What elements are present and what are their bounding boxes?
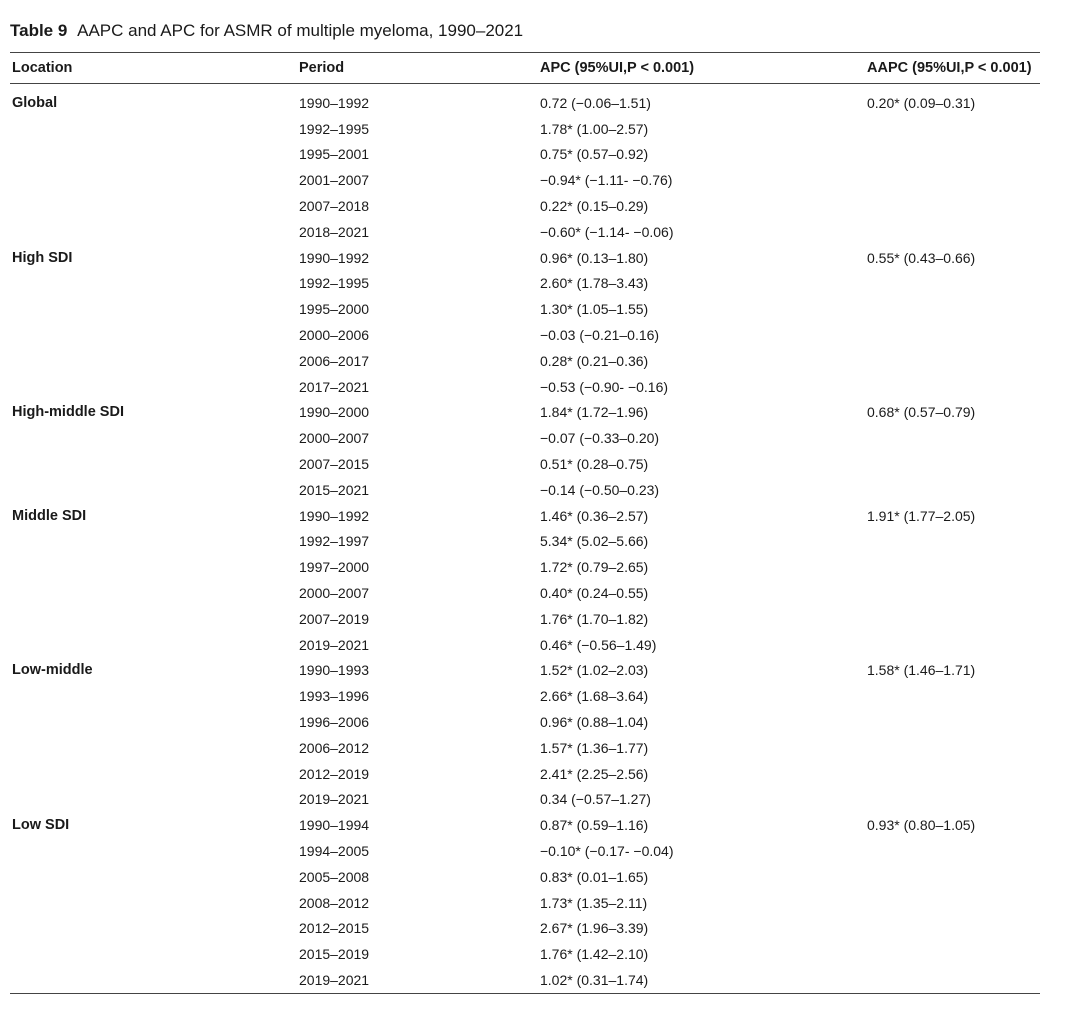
aapc-cell	[865, 167, 1040, 193]
aapc-cell	[865, 271, 1040, 297]
apc-cell: 1.84* (1.72–1.96)	[540, 404, 649, 421]
location-cell	[10, 632, 297, 658]
apc-cell: −0.53 (−0.90- −0.16)	[540, 378, 669, 395]
period-cell: 1990–1994	[299, 817, 370, 834]
period-cell: 2018–2021	[299, 223, 370, 240]
period-cell: 1992–1997	[299, 533, 370, 550]
aapc-cell	[865, 477, 1040, 503]
location-cell	[10, 787, 297, 813]
table-container	[10, 18, 1040, 994]
aapc-cell	[865, 709, 1040, 735]
aapc-cell	[865, 916, 1040, 942]
header-location: Location	[12, 60, 73, 76]
table-row	[10, 554, 1040, 580]
table-caption-label: Table 9	[10, 21, 68, 40]
location-cell: High-middle SDI	[12, 404, 124, 421]
aapc-cell	[865, 838, 1040, 864]
aapc-cell	[865, 348, 1040, 374]
period-cell: 1993–1996	[299, 688, 370, 705]
period-cell: 1992–1995	[299, 275, 370, 292]
apc-cell: 0.46* (−0.56–1.49)	[540, 636, 657, 653]
aapc-cell: 0.68* (0.57–0.79)	[867, 404, 976, 421]
aapc-cell: 1.58* (1.46–1.71)	[867, 662, 976, 679]
location-cell: High SDI	[12, 249, 73, 266]
table-row	[10, 400, 1040, 426]
apc-cell: 1.73* (1.35–2.11)	[540, 894, 648, 911]
table-row	[10, 606, 1040, 632]
period-cell: 1995–2000	[299, 301, 370, 318]
location-cell: Global	[12, 94, 58, 111]
header-period: Period	[299, 60, 345, 76]
table-row	[10, 787, 1040, 813]
table-row	[10, 374, 1040, 400]
aapc-cell	[865, 967, 1040, 993]
apc-cell: 1.02* (0.31–1.74)	[540, 971, 649, 988]
aapc-cell	[865, 761, 1040, 787]
period-cell: 1997–2000	[299, 559, 370, 576]
location-cell: Low-middle	[12, 662, 93, 679]
period-cell: 1995–2001	[299, 146, 370, 163]
period-cell: 2005–2008	[299, 868, 370, 885]
period-cell: 2017–2021	[299, 378, 370, 395]
aapc-cell	[865, 529, 1040, 555]
period-cell: 1994–2005	[299, 843, 370, 859]
aapc-cell: 1.91* (1.77–2.05)	[867, 507, 976, 524]
header-row	[10, 53, 1040, 84]
period-cell: 2001–2007	[299, 172, 370, 189]
aapc-cell: 0.55* (0.43–0.66)	[867, 249, 976, 266]
table-row	[10, 580, 1040, 606]
location-cell	[10, 425, 297, 451]
apc-cell: −0.14 (−0.50–0.23)	[540, 481, 660, 498]
table-row	[10, 296, 1040, 322]
location-cell	[10, 322, 297, 348]
location-cell	[10, 193, 297, 219]
table-row	[10, 322, 1040, 348]
period-cell: 2012–2019	[299, 765, 370, 782]
aapc-cell	[865, 142, 1040, 168]
table-row	[10, 271, 1040, 297]
location-cell	[10, 735, 297, 761]
table-row	[10, 890, 1040, 916]
table-row	[10, 193, 1040, 219]
table-caption	[10, 18, 1040, 44]
table-row	[10, 916, 1040, 942]
location-cell	[10, 529, 297, 555]
table-row	[10, 219, 1040, 245]
aapc-cell	[865, 451, 1040, 477]
table-row	[10, 683, 1040, 709]
period-cell: 1990–2000	[299, 404, 370, 421]
aapc-cell	[865, 787, 1040, 813]
apc-cell: −0.94* (−1.11- −0.76)	[540, 172, 673, 189]
apc-cell: 2.41* (2.25–2.56)	[540, 765, 649, 782]
period-cell: 2006–2017	[299, 352, 370, 369]
apc-cell: 1.30* (1.05–1.55)	[540, 301, 649, 318]
location-cell	[10, 683, 297, 709]
location-cell	[10, 271, 297, 297]
apc-cell: 1.57* (1.36–1.77)	[540, 739, 649, 756]
location-cell: Middle SDI	[12, 507, 87, 524]
aapc-cell	[865, 735, 1040, 761]
apc-cell: 0.28* (0.21–0.36)	[540, 352, 649, 369]
table-row	[10, 529, 1040, 555]
period-cell: 2019–2021	[299, 971, 370, 988]
apc-aapc-table	[10, 52, 1040, 994]
table-row	[10, 116, 1040, 142]
apc-cell: −0.60* (−1.14- −0.06)	[540, 223, 674, 240]
apc-cell: 5.34* (5.02–5.66)	[540, 533, 649, 550]
aapc-cell	[865, 941, 1040, 967]
aapc-cell	[865, 632, 1040, 658]
table-row	[10, 761, 1040, 787]
period-cell: 2019–2021	[299, 636, 370, 653]
apc-cell: 2.60* (1.78–3.43)	[540, 275, 649, 292]
table-row	[10, 735, 1040, 761]
period-cell: 2019–2021	[299, 791, 370, 808]
location-cell	[10, 142, 297, 168]
location-cell	[10, 890, 297, 916]
apc-cell: 0.96* (0.88–1.04)	[540, 714, 649, 731]
period-cell: 2000–2006	[299, 327, 370, 344]
aapc-cell	[865, 554, 1040, 580]
apc-cell: 0.87* (0.59–1.16)	[540, 817, 649, 834]
aapc-cell	[865, 606, 1040, 632]
aapc-cell	[865, 683, 1040, 709]
table-header	[10, 53, 1040, 84]
location-cell	[10, 606, 297, 632]
period-cell: 1990–1993	[299, 662, 370, 679]
apc-cell: 1.76* (1.42–2.10)	[540, 946, 649, 963]
location-cell	[10, 219, 297, 245]
aapc-cell	[865, 864, 1040, 890]
apc-cell: −0.10* (−0.17- −0.04)	[540, 843, 674, 859]
table-row	[10, 425, 1040, 451]
period-cell: 2000–2007	[299, 585, 370, 602]
table-row	[10, 503, 1040, 529]
location-cell	[10, 967, 297, 993]
location-cell	[10, 374, 297, 400]
period-cell: 1990–1992	[299, 249, 370, 266]
period-cell: 1992–1995	[299, 120, 370, 137]
table-row	[10, 632, 1040, 658]
location-cell	[10, 348, 297, 374]
location-cell	[10, 451, 297, 477]
apc-cell: −0.07 (−0.33–0.20)	[540, 430, 660, 447]
location-cell	[10, 941, 297, 967]
apc-cell: 0.75* (0.57–0.92)	[540, 146, 649, 163]
period-cell: 2006–2012	[299, 739, 370, 756]
aapc-cell	[865, 890, 1040, 916]
table-row	[10, 84, 1040, 116]
period-cell: 2007–2015	[299, 456, 370, 473]
period-cell: 2007–2018	[299, 198, 370, 215]
aapc-cell	[865, 322, 1040, 348]
aapc-cell	[865, 219, 1040, 245]
table-row	[10, 348, 1040, 374]
aapc-cell	[865, 580, 1040, 606]
table-row	[10, 142, 1040, 168]
apc-cell: 1.52* (1.02–2.03)	[540, 662, 649, 679]
apc-cell: 0.34 (−0.57–1.27)	[540, 791, 651, 808]
aapc-cell	[865, 296, 1040, 322]
table-row	[10, 838, 1040, 864]
table-row	[10, 245, 1040, 271]
apc-cell: 0.96* (0.13–1.80)	[540, 249, 649, 266]
table-row	[10, 167, 1040, 193]
period-cell: 2015–2021	[299, 481, 370, 498]
table-row	[10, 709, 1040, 735]
period-cell: 2012–2015	[299, 920, 370, 937]
aapc-cell	[865, 425, 1040, 451]
period-cell: 1990–1992	[299, 94, 370, 111]
period-cell: 2015–2019	[299, 946, 370, 963]
apc-cell: 2.66* (1.68–3.64)	[540, 688, 649, 705]
table-row	[10, 812, 1040, 838]
location-cell	[10, 838, 297, 864]
table-row	[10, 451, 1040, 477]
aapc-cell	[865, 374, 1040, 400]
period-cell: 1996–2006	[299, 714, 370, 731]
location-cell	[10, 916, 297, 942]
table-caption-text: AAPC and APC for ASMR of multiple myeloma, 1990–2021	[77, 21, 524, 40]
apc-cell: 1.46* (0.36–2.57)	[540, 507, 649, 524]
table-row	[10, 658, 1040, 684]
period-cell: 2008–2012	[299, 894, 370, 911]
apc-cell: 2.67* (1.96–3.39)	[540, 920, 649, 937]
apc-cell: 1.78* (1.00–2.57)	[540, 120, 649, 137]
location-cell	[10, 477, 297, 503]
apc-cell: 0.51* (0.28–0.75)	[540, 456, 649, 473]
location-cell	[10, 864, 297, 890]
apc-cell: 0.83* (0.01–1.65)	[540, 868, 649, 885]
period-cell: 1990–1992	[299, 507, 370, 524]
aapc-cell: 0.20* (0.09–0.31)	[867, 94, 976, 111]
apc-cell: 0.22* (0.15–0.29)	[540, 198, 649, 215]
aapc-cell: 0.93* (0.80–1.05)	[867, 817, 976, 834]
location-cell	[10, 554, 297, 580]
apc-cell: −0.03 (−0.21–0.16)	[540, 327, 660, 344]
table-row	[10, 864, 1040, 890]
location-cell	[10, 116, 297, 142]
table-row	[10, 941, 1040, 967]
table-row	[10, 967, 1040, 993]
header-apc: APC (95%UI,P < 0.001)	[540, 60, 695, 76]
location-cell: Low SDI	[12, 817, 70, 834]
apc-cell: 1.72* (0.79–2.65)	[540, 559, 649, 576]
table-row	[10, 477, 1040, 503]
location-cell	[10, 761, 297, 787]
location-cell	[10, 580, 297, 606]
location-cell	[10, 167, 297, 193]
apc-cell: 1.76* (1.70–1.82)	[540, 610, 649, 627]
location-cell	[10, 296, 297, 322]
period-cell: 2007–2019	[299, 610, 370, 627]
aapc-cell	[865, 193, 1040, 219]
location-cell	[10, 709, 297, 735]
apc-cell: 0.40* (0.24–0.55)	[540, 585, 649, 602]
period-cell: 2000–2007	[299, 430, 370, 447]
table-body	[10, 84, 1040, 994]
apc-cell: 0.72 (−0.06–1.51)	[540, 94, 651, 111]
header-aapc: AAPC (95%UI,P < 0.001)	[867, 60, 1032, 76]
aapc-cell	[865, 116, 1040, 142]
